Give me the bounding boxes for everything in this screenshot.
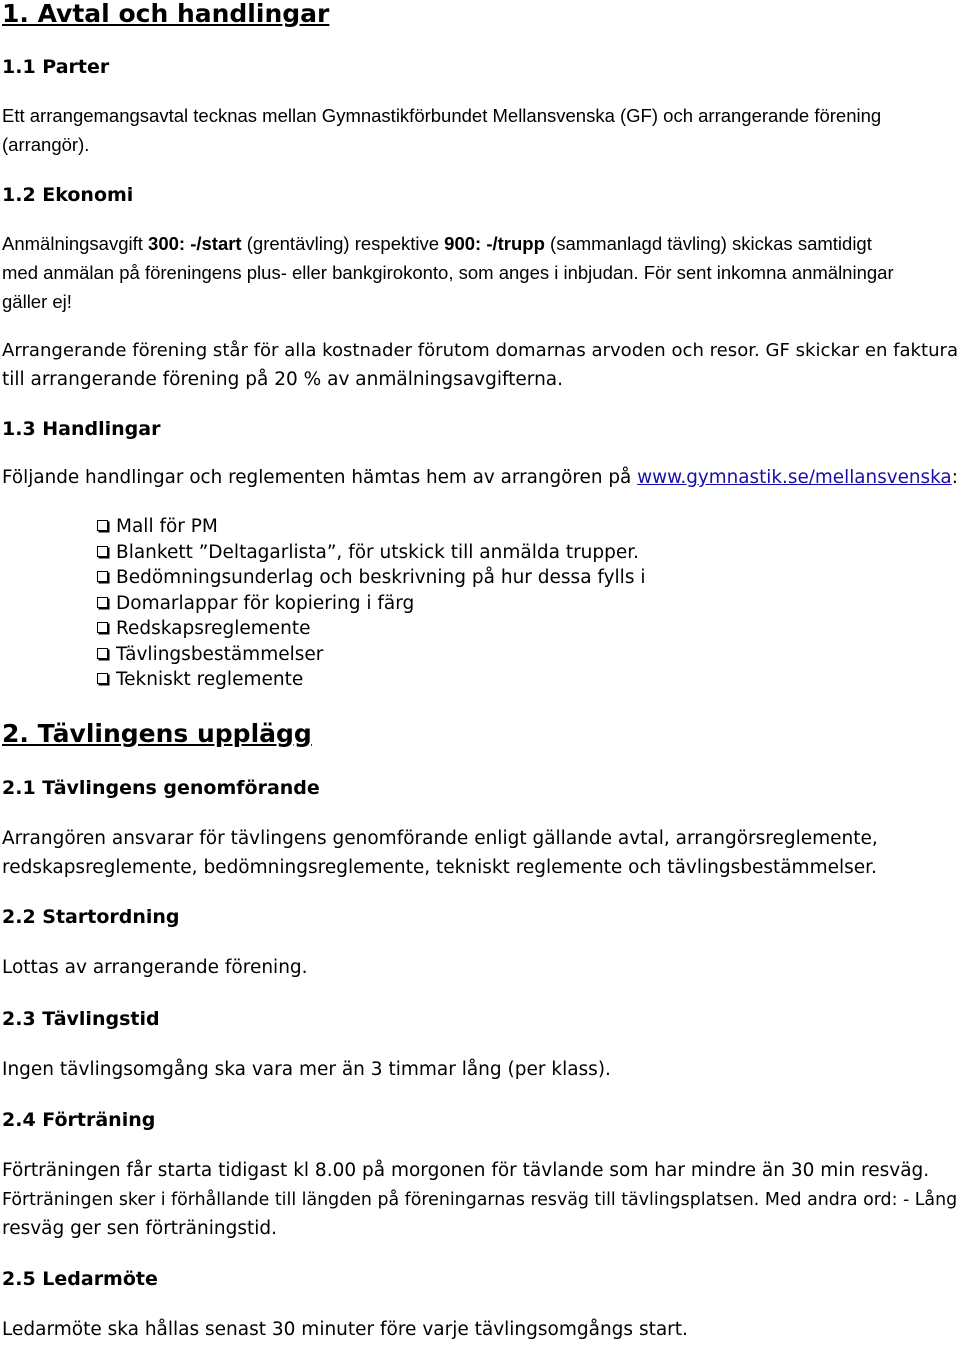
heading-2-1-genomforande: 2.1 Tävlingens genomförande — [2, 777, 320, 799]
list-item: Tekniskt reglemente — [97, 668, 303, 692]
checkbox-square-icon — [97, 622, 108, 633]
checkbox-square-icon — [97, 648, 108, 659]
gymnastik-website-link[interactable]: www.gymnastik.se/mellansvenska — [637, 467, 952, 488]
handlingar-intro: Följande handlingar och reglementen hämtas hem av arrangören på www.gymnastik.se/mellansvenska: — [2, 467, 958, 488]
ekonomi-cost-line-1: Arrangerande förening står för alla kostnader förutom domarnas arvoden och resor. GF skickar en faktura — [2, 340, 959, 361]
genomforande-line-1: Arrangören ansvarar för tävlingens genomförande enligt gällande avtal, arrangörsreglemente, — [2, 828, 878, 849]
fee-trupp-amount: 900: -/trupp — [444, 233, 545, 254]
checkbox-square-icon — [97, 597, 108, 608]
fortraning-line-3: resväg ger sen förträningstid. — [2, 1218, 277, 1239]
ekonomi-fee-line-3: gäller ej! — [2, 291, 72, 312]
heading-1-3-handlingar: 1.3 Handlingar — [2, 418, 161, 440]
ekonomi-fee-line-1: Anmälningsavgift 300: -/start (grentävling) respektive 900: -/trupp (sammanlagd tävling) skickas samtidigt — [2, 233, 872, 254]
fortraning-line-2: Förträningen sker i förhållande till längden på föreningarnas resväg till tävlingsplatsen. Med andra ord: - Lång — [2, 1190, 958, 1210]
section-1-heading: 1. Avtal och handlingar — [2, 0, 330, 28]
list-item: Mall för PM — [97, 515, 218, 539]
ekonomi-cost-line-2: till arrangerande förening på 20 % av anmälningsavgifterna. — [2, 369, 564, 390]
list-item: Tävlingsbestämmelser — [97, 643, 323, 667]
tavlingstid-text: Ingen tävlingsomgång ska vara mer än 3 timmar lång (per klass). — [2, 1059, 611, 1080]
fortraning-line-1: Förträningen får starta tidigast kl 8.00 på morgonen för tävlande som har mindre än 30 min resväg. — [2, 1160, 930, 1181]
checkbox-square-icon — [97, 520, 108, 531]
checkbox-square-icon — [97, 546, 108, 557]
heading-1-1-parter: 1.1 Parter — [2, 56, 110, 78]
ledarmote-text: Ledarmöte ska hållas senast 30 minuter före varje tävlingsomgångs start. — [2, 1319, 688, 1340]
heading-2-5-ledarmote: 2.5 Ledarmöte — [2, 1268, 158, 1290]
heading-2-2-startordning: 2.2 Startordning — [2, 906, 180, 928]
list-item: Blankett ”Deltagarlista”, för utskick till anmälda trupper. — [97, 541, 639, 565]
list-item: Redskapsreglemente — [97, 617, 311, 641]
list-item: Domarlappar för kopiering i färg — [97, 592, 414, 616]
checkbox-square-icon — [97, 571, 108, 582]
list-item: Bedömningsunderlag och beskrivning på hur dessa fylls i — [97, 566, 645, 590]
ekonomi-fee-line-2: med anmälan på föreningens plus- eller bankgirokonto, som anges i inbjudan. För sent inkomna anmälningar — [2, 262, 894, 283]
startordning-text: Lottas av arrangerande förening. — [2, 957, 308, 978]
heading-1-2-ekonomi: 1.2 Ekonomi — [2, 184, 134, 206]
heading-2-3-tavlingstid: 2.3 Tävlingstid — [2, 1008, 160, 1030]
checkbox-square-icon — [97, 673, 108, 684]
parter-line-2: (arrangör). — [2, 134, 90, 155]
section-2-heading: 2. Tävlingens upplägg — [2, 719, 312, 748]
fee-start-amount: 300: -/start — [148, 233, 242, 254]
parter-line-1: Ett arrangemangsavtal tecknas mellan Gymnastikförbundet Mellansvenska (GF) och arrangerande förening — [2, 105, 882, 126]
heading-2-4-fortraning: 2.4 Förträning — [2, 1109, 156, 1131]
genomforande-line-2: redskapsreglemente, bedömningsreglemente, tekniskt reglemente och tävlingsbestämmelser. — [2, 857, 877, 878]
